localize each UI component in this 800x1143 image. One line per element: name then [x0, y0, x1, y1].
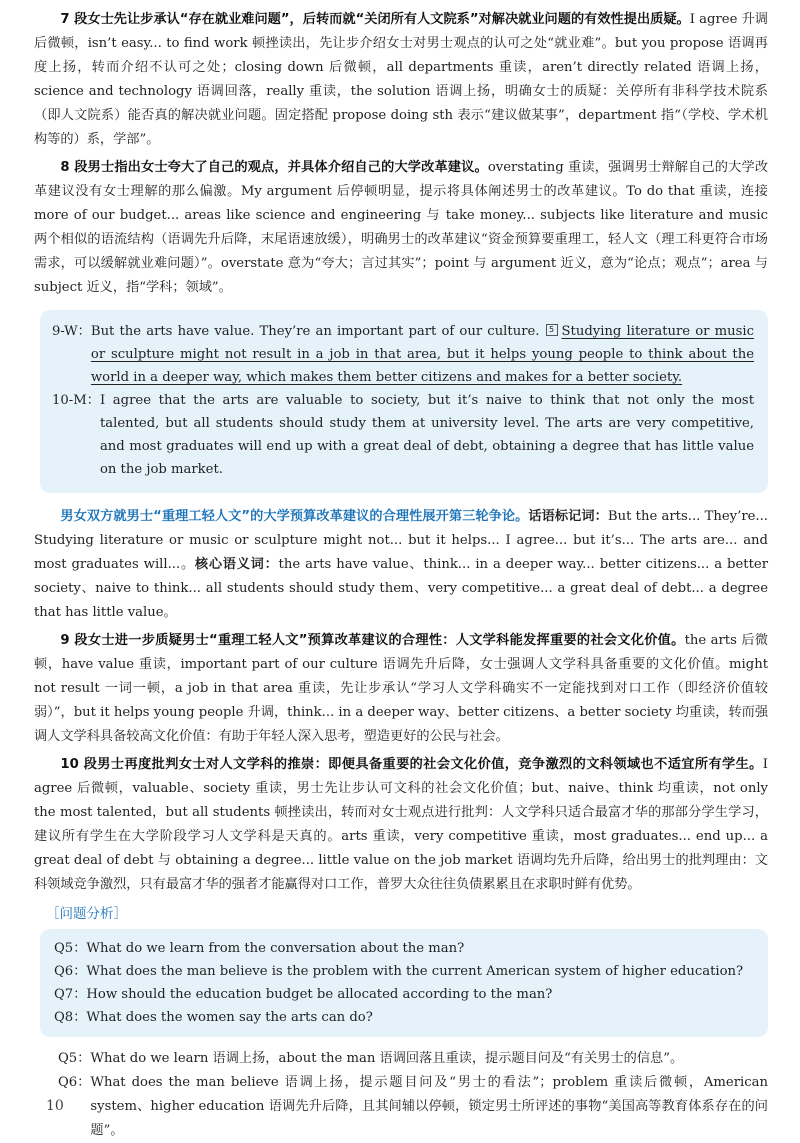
questions-box: [40, 929, 768, 1037]
paragraph-7: [34, 8, 768, 152]
speaker-label-woman: 9-W：: [52, 324, 91, 339]
question-marker-icon: 5: [546, 324, 558, 336]
answer-number: Q6：: [58, 1075, 91, 1090]
question-number: Q8：: [54, 1010, 87, 1025]
paragraph-8: [34, 156, 768, 300]
paragraph-7-body: I agree 升调后微顿，isn’t easy... to find work 顿挫读出，先让步介绍女士对男士观点的认可之处“就业难”。but you propose 语调再度上扬，转而介绍不认可之处；closing down 后微顿，all departments 重读，aren’t directly related 语调上扬，science and technology 语调回落，really 重读，the solution 语调上扬，明确女士的质疑：关停所有非科学技术院系（即人文院系）能否真的解决就业问题。固定搭配 propose doing sth 表示“建议做某事”，department 指“（学校、学术机构等的）系，学部”。: [34, 12, 768, 147]
question-number: Q6：: [54, 964, 87, 979]
page-content: [34, 8, 768, 1143]
answer-text: What do we learn 语调上扬，about the man 语调回落且重读，提示题目问及“有关男士的信息”。: [90, 1051, 684, 1066]
transcript-line-woman: [52, 320, 754, 389]
transcript-text-woman: [91, 320, 754, 389]
question-number: Q7：: [54, 987, 87, 1002]
page-number: 10: [46, 1098, 64, 1114]
summary-paragraph: [34, 505, 768, 625]
answers-block: [58, 1047, 768, 1143]
question-number: Q5：: [54, 941, 87, 956]
paragraph-9: [34, 629, 768, 749]
summary-keywords-text: the arts have value、think... in a deeper way... better citizens... a better society、naive to think... all students should study them、very competitive... a great deal of debt... a degree that has little value。: [34, 557, 769, 620]
transcript-text-man: I agree that the arts are valuable to society, but it’s naive to think that not only the most talented, but all students should study them at university level. The arts are very competitive, and most graduates will end up with a great deal of debt, obtaining a degree that has little value on the job market.: [99, 393, 754, 477]
question-text: What does the women say the arts can do?: [86, 1010, 373, 1025]
paragraph-10: [34, 753, 768, 897]
question-text: How should the education budget be allocated according to the man?: [86, 987, 553, 1002]
section-label-analysis: ［问题分析］: [46, 906, 127, 922]
question-item: [54, 1006, 754, 1029]
question-text: What does the man believe is the problem with the current American system of higher education?: [86, 964, 744, 979]
woman-text-underlined: Studying literature or music or sculpture might not result in a job in that area, but it helps young people to think about the world in a deeper way, which makes them better citizens and makes for a better society.: [90, 324, 754, 385]
paragraph-10-body: I agree 后微顿，valuable、society 重读，男士先让步认可文科的社会文化价值；but、naive、think 均重读，not only the most talented，but all students 顿挫读出，转而对女士观点进行批判：人文学科只适合最富才华的那部分学生学习，建议所有学生在大学阶段学习人文学科是天真的。arts 重读，very competitive 重读，most graduates... end up... a great deal of debt 与 obtaining a degree... little value on the job market 语调均先升后降，给出男士的批判理由：文科领域竞争激烈，只有最富才华的强者才能赢得对口工作，普罗大众往往负债累累且在求职时鲜有优势。: [34, 757, 768, 892]
paragraph-9-body: the arts 后微顿，have value 重读，important part of our culture 语调先升后降，女士强调人文学科具备重要的文化价值。might not result 一词一顿，a job in that area 重读，先让步承认“学习人文学科确实不一定能找到对口工作（即经济价值较弱）”，but it helps young people 升调，think... in a deeper way、better citizens、a better society 均重读，转而强调人文学科具备较高文化价值：有助于年轻人深入思考，塑造更好的公民与社会。: [34, 633, 769, 744]
question-text: What do we learn from the conversation about the man?: [86, 941, 465, 956]
summary-lead: 男女双方就男士“重理工轻人文”的大学预算改革建议的合理性展开第三轮争论。: [60, 509, 529, 524]
answer-item: [58, 1071, 768, 1143]
question-item: [54, 983, 754, 1006]
speaker-label-man: 10-M：: [52, 393, 100, 408]
question-item: [54, 937, 754, 960]
transcript-line-man: [52, 389, 754, 481]
paragraph-10-lead: 10 段男士再度批判女士对人文学科的推崇：即便具备重要的社会文化价值，竞争激烈的文科领域也不适宜所有学生。: [60, 757, 763, 772]
woman-text-plain: But the arts have value. They’re an important part of our culture.: [90, 324, 540, 339]
summary-label-markers: 话语标记词：: [528, 509, 608, 524]
transcript-box: [40, 310, 768, 493]
question-item: [54, 960, 754, 983]
paragraph-7-lead: 7 段女士先让步承认“存在就业难问题”，后转而就“关闭所有人文院系”对解决就业问题的有效性提出质疑。: [60, 12, 690, 27]
paragraph-9-lead: 9 段女士进一步质疑男士“重理工轻人文”预算改革建议的合理性：人文学科能发挥重要的社会文化价值。: [60, 633, 685, 648]
summary-markers-text: But the arts... They’re... Studying literature or music or sculpture might not... but it helps... I agree... but it’s... The arts are... and most graduates will...。: [34, 509, 768, 572]
paragraph-8-lead: 8 段男士指出女士夸大了自己的观点，并具体介绍自己的大学改革建议。: [60, 160, 488, 175]
summary-label-keywords: 核心语义词：: [194, 557, 279, 572]
paragraph-8-body: overstating 重读，强调男士辩解自己的大学改革建议没有女士理解的那么偏激。My argument 后停顿明显，提示将具体阐述男士的改革建议。To do that 重读，连接 more of our budget... areas like science and engineering 与 take money... subjects like literature and music 两个相似的语流结构（语调先升后降，末尾语速放缓），明确男士的改革建议“资金预算要重理工，轻人文（理工科更符合市场需求，可以缓解就业难问题）”。overstate 意为“夸大；言过其实”；point 与 argument 近义，意为“论点；观点”；area 与 subject 近义，指“学科；领域”。: [34, 160, 769, 295]
answer-number: Q5：: [58, 1051, 91, 1066]
answer-text: What does the man believe 语调上扬，提示题目问及“男士的看法”；problem 重读后微顿，American system、higher education 语调先升后降，且其间辅以停顿，锁定男士所评述的事物“美国高等教育体系存在的问题”。: [90, 1075, 768, 1138]
answer-item: [58, 1047, 768, 1071]
